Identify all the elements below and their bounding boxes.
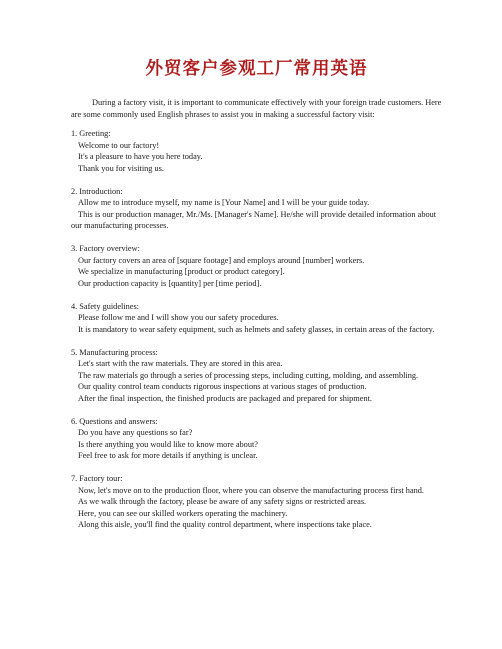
section xyxy=(71,473,442,531)
section-line: Our quality control team conducts rigorous inspections at various stages of production. xyxy=(78,382,367,391)
section-line: Feel free to ask for more details if anything is unclear. xyxy=(78,451,258,460)
section-line: Our production capacity is [quantity] per [time period]. xyxy=(78,278,262,288)
section-heading: 7. Factory tour: xyxy=(71,474,123,483)
section-heading: 2. Introduction: xyxy=(71,186,123,196)
section xyxy=(71,301,442,336)
section-line: Do you have any questions so far? xyxy=(78,428,193,437)
section-line: It is mandatory to wear safety equipment, such as helmets and safety glasses, in certain areas of the factory. xyxy=(78,324,435,334)
section-line: Is there anything you would like to know more about? xyxy=(78,439,258,449)
section-heading: 4. Safety guidelines: xyxy=(71,301,139,311)
section-line: Welcome to our factory! xyxy=(78,140,160,150)
section-heading: 6. Questions and answers: xyxy=(71,416,158,426)
section-line: We specialize in manufacturing [product or product category]. xyxy=(78,267,285,276)
section-line: Let's start with the raw materials. They are stored in this area. xyxy=(78,359,283,368)
section-line: After the final inspection, the finished products are packaged and prepared for shipment. xyxy=(78,393,372,403)
section-heading: 1. Greeting: xyxy=(71,129,111,138)
document-title: 外贸客户参观工厂常用英语 xyxy=(145,59,368,79)
section-line: Allow me to introduce myself, my name is [Your Name] and I will be your guide today. xyxy=(78,198,370,207)
intro-paragraph: During a factory visit, it is important to communicate effectively with your foreign trade customers. Here are some commonly used English phrases to assist you in making a successful factory visit: xyxy=(71,98,442,119)
section-line: It's a pleasure to have you here today. xyxy=(78,152,203,161)
section xyxy=(71,347,442,405)
section xyxy=(71,416,442,462)
section xyxy=(71,243,442,289)
section-line: As we walk through the factory, please be aware of any safety signs or restricted areas. xyxy=(78,497,367,506)
section-line: The raw materials go through a series of processing steps, including cutting, molding, and assembling. xyxy=(78,370,419,380)
section-line: Please follow me and I will show you our safety procedures. xyxy=(78,313,279,322)
section-line: Here, you can see our skilled workers operating the machinery. xyxy=(78,508,288,518)
section xyxy=(71,186,442,232)
section-heading: 5. Manufacturing process: xyxy=(71,347,158,357)
section-line: Now, let's move on to the production floor, where you can observe the manufacturing process first hand. xyxy=(78,485,425,495)
section-line: This is our production manager, Mr./Ms. [Manager's Name]. He/she will provide detailed information about our manufacturing processes. xyxy=(71,209,437,230)
sections-container xyxy=(71,128,442,531)
section-line: Along this aisle, you'll find the quality control department, where inspections take place. xyxy=(78,520,372,529)
section-line: Our factory covers an area of [square footage] and employs around [number] workers. xyxy=(78,255,365,265)
section-line: Thank you for visiting us. xyxy=(78,163,164,173)
section xyxy=(71,128,442,174)
section-heading: 3. Factory overview: xyxy=(71,244,140,253)
